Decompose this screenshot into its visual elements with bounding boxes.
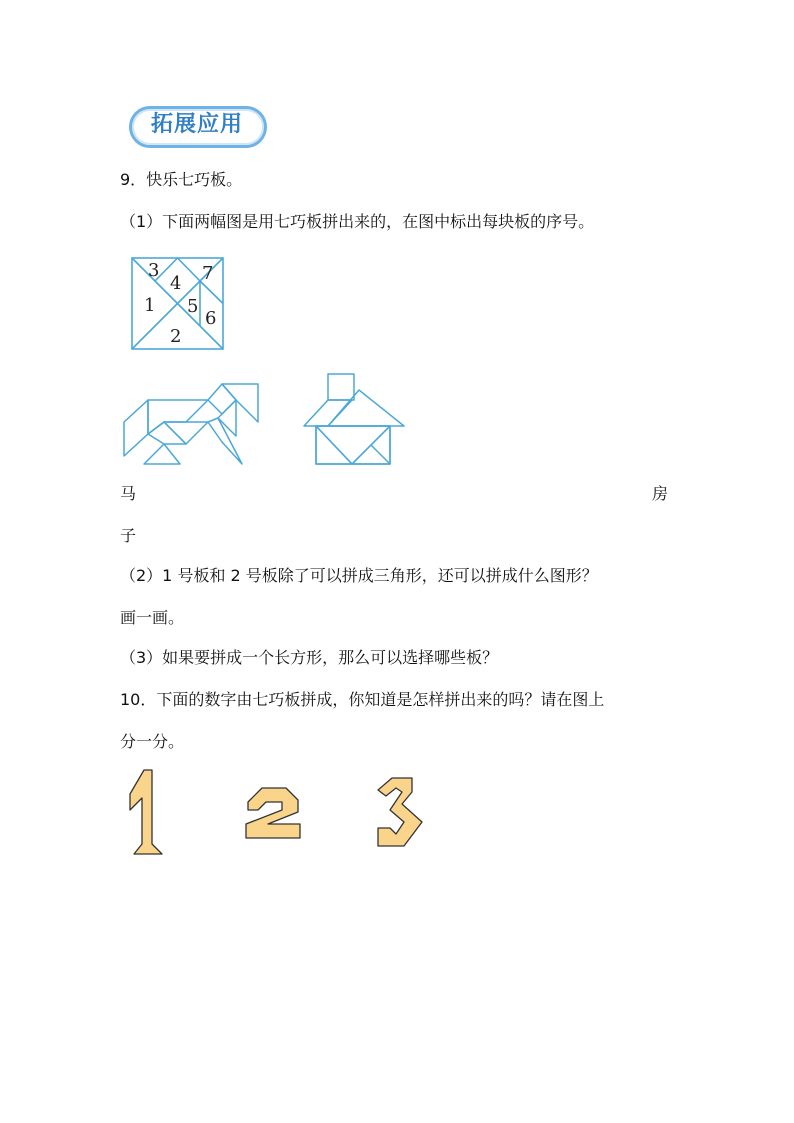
banner-title: 拓展应用 xyxy=(150,112,243,137)
tangram-digit-1-icon xyxy=(124,768,168,858)
q9-part2-line1: （2）1 号板和 2 号板除了可以拼成三角形，还可以拼成什么图形？ xyxy=(120,566,598,585)
q10-line2: 分一分。 xyxy=(120,732,185,751)
q9-part2-line2: 画一画。 xyxy=(120,608,185,627)
house-piece-mid xyxy=(316,426,390,464)
q10-line1: 10．下面的数字由七巧板拼成，你知道是怎样拼出来的吗？请在图上 xyxy=(120,690,605,709)
square-label-7: 7 xyxy=(202,263,214,284)
house-roof-right xyxy=(328,390,404,426)
square-label-5: 5 xyxy=(187,296,199,317)
horse-label: 马 xyxy=(120,484,137,503)
square-label-4: 4 xyxy=(170,273,182,294)
horse-back-leg xyxy=(144,444,180,464)
house-line xyxy=(371,445,390,464)
q9-title: 9．快乐七巧板。 xyxy=(120,170,243,189)
square-label-3: 3 xyxy=(148,260,160,281)
tangram-digit-2-icon xyxy=(242,784,306,842)
digit-3-shape xyxy=(378,778,422,846)
house-body xyxy=(316,426,390,464)
q9-part1: （1）下面两幅图是用七巧板拼出来的，在图中标出每块板的序号。 xyxy=(120,212,595,231)
tangram-digit-3-icon xyxy=(372,774,428,850)
horse-hind xyxy=(148,422,186,444)
horse-neck xyxy=(208,384,236,414)
horse-tail xyxy=(124,400,148,456)
square-line-right xyxy=(200,281,223,304)
digit-2-shape xyxy=(246,788,300,838)
square-label-6: 6 xyxy=(205,308,217,329)
tangram-house-figure xyxy=(300,370,410,470)
house-roof-left xyxy=(304,400,352,426)
horse-belly xyxy=(164,422,208,444)
tangram-square-figure xyxy=(128,254,228,354)
house-chimney xyxy=(328,374,354,400)
digit-1-shape xyxy=(130,770,162,854)
square-label-1: 1 xyxy=(144,295,156,316)
q9-part3: （3）如果要拼成一个长方形，那么可以选择哪些板？ xyxy=(120,648,499,667)
house-label-1: 房 xyxy=(652,484,669,503)
horse-back xyxy=(148,400,208,434)
horse-chest xyxy=(218,400,236,436)
house-label-2: 子 xyxy=(120,526,137,545)
square-label-2: 2 xyxy=(170,326,182,347)
horse-head xyxy=(222,384,258,422)
section-banner xyxy=(127,102,267,148)
tangram-horse-figure xyxy=(118,378,268,468)
